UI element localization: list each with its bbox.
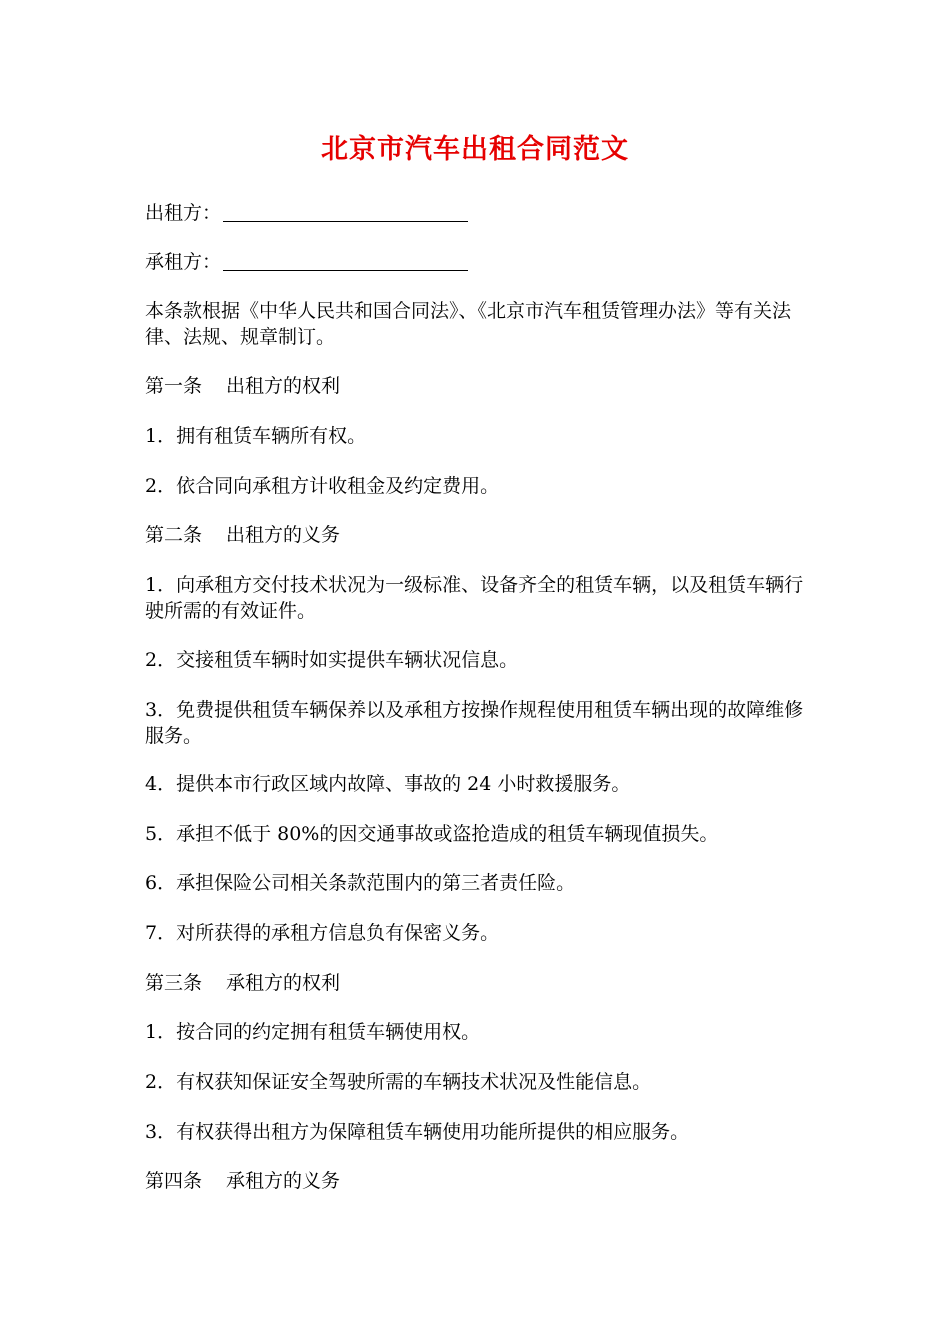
- section-2-item-2: 2．交接租赁车辆时如实提供车辆状况信息。: [145, 649, 519, 671]
- section-3-item-2: 2．有权获知保证安全驾驶所需的车辆技术状况及性能信息。: [145, 1071, 652, 1093]
- section-3-item-3: 3．有权获得出租方为保障租赁车辆使用功能所提供的相应服务。: [145, 1121, 690, 1143]
- section-2-item-5: 5．承担不低于 80%的因交通事故或盗抢造成的租赁车辆现值损失。: [145, 823, 719, 845]
- section-1-heading: [145, 373, 815, 399]
- document-title: 北京市汽车出租合同范文: [321, 134, 629, 165]
- section-3-number: 第三条: [145, 972, 203, 994]
- section-2-heading: [145, 522, 815, 548]
- section-4-title: 承租方的义务: [226, 1170, 341, 1192]
- section-4-number: 第四条: [145, 1170, 203, 1192]
- section-3-title: 承租方的权利: [226, 972, 341, 994]
- section-2-number: 第二条: [145, 524, 203, 546]
- section-2-item-7: 7．对所获得的承租方信息负有保密义务。: [145, 922, 500, 944]
- section-2-item-3: 3．免费提供租赁车辆保养以及承租方按操作规程使用租赁车辆出现的故障维修服务。: [145, 699, 804, 747]
- section-3-item-1: 1．按合同的约定拥有租赁车辆使用权。: [145, 1021, 481, 1043]
- section-4-heading: [145, 1168, 815, 1194]
- section-1-number: 第一条: [145, 375, 203, 397]
- intro-paragraph: 本条款根据《中华人民共和国合同法》、《北京市汽车租赁管理办法》等有关法律、法规、规章制订。: [145, 300, 792, 348]
- lessor-line: [145, 200, 815, 226]
- lessor-blank: [223, 203, 468, 222]
- section-2-item-1: 1．向承租方交付技术状况为一级标准、设备齐全的租赁车辆，以及租赁车辆行驶所需的有效证件。: [145, 574, 804, 622]
- lessee-line: [145, 249, 815, 275]
- section-3-heading: [145, 970, 815, 996]
- lessee-label: 承租方：: [145, 251, 222, 273]
- section-2-title: 出租方的义务: [226, 524, 341, 546]
- lessee-blank: [223, 252, 468, 271]
- section-2-item-6: 6．承担保险公司相关条款范围内的第三者责任险。: [145, 872, 576, 894]
- section-1-item-2: 2．依合同向承租方计收租金及约定费用。: [145, 475, 500, 497]
- section-2-item-4: 4．提供本市行政区域内故障、事故的 24 小时救援服务。: [145, 773, 631, 795]
- lessor-label: 出租方：: [145, 202, 222, 224]
- section-1-item-1: 1．拥有租赁车辆所有权。: [145, 425, 367, 447]
- section-1-title: 出租方的权利: [226, 375, 341, 397]
